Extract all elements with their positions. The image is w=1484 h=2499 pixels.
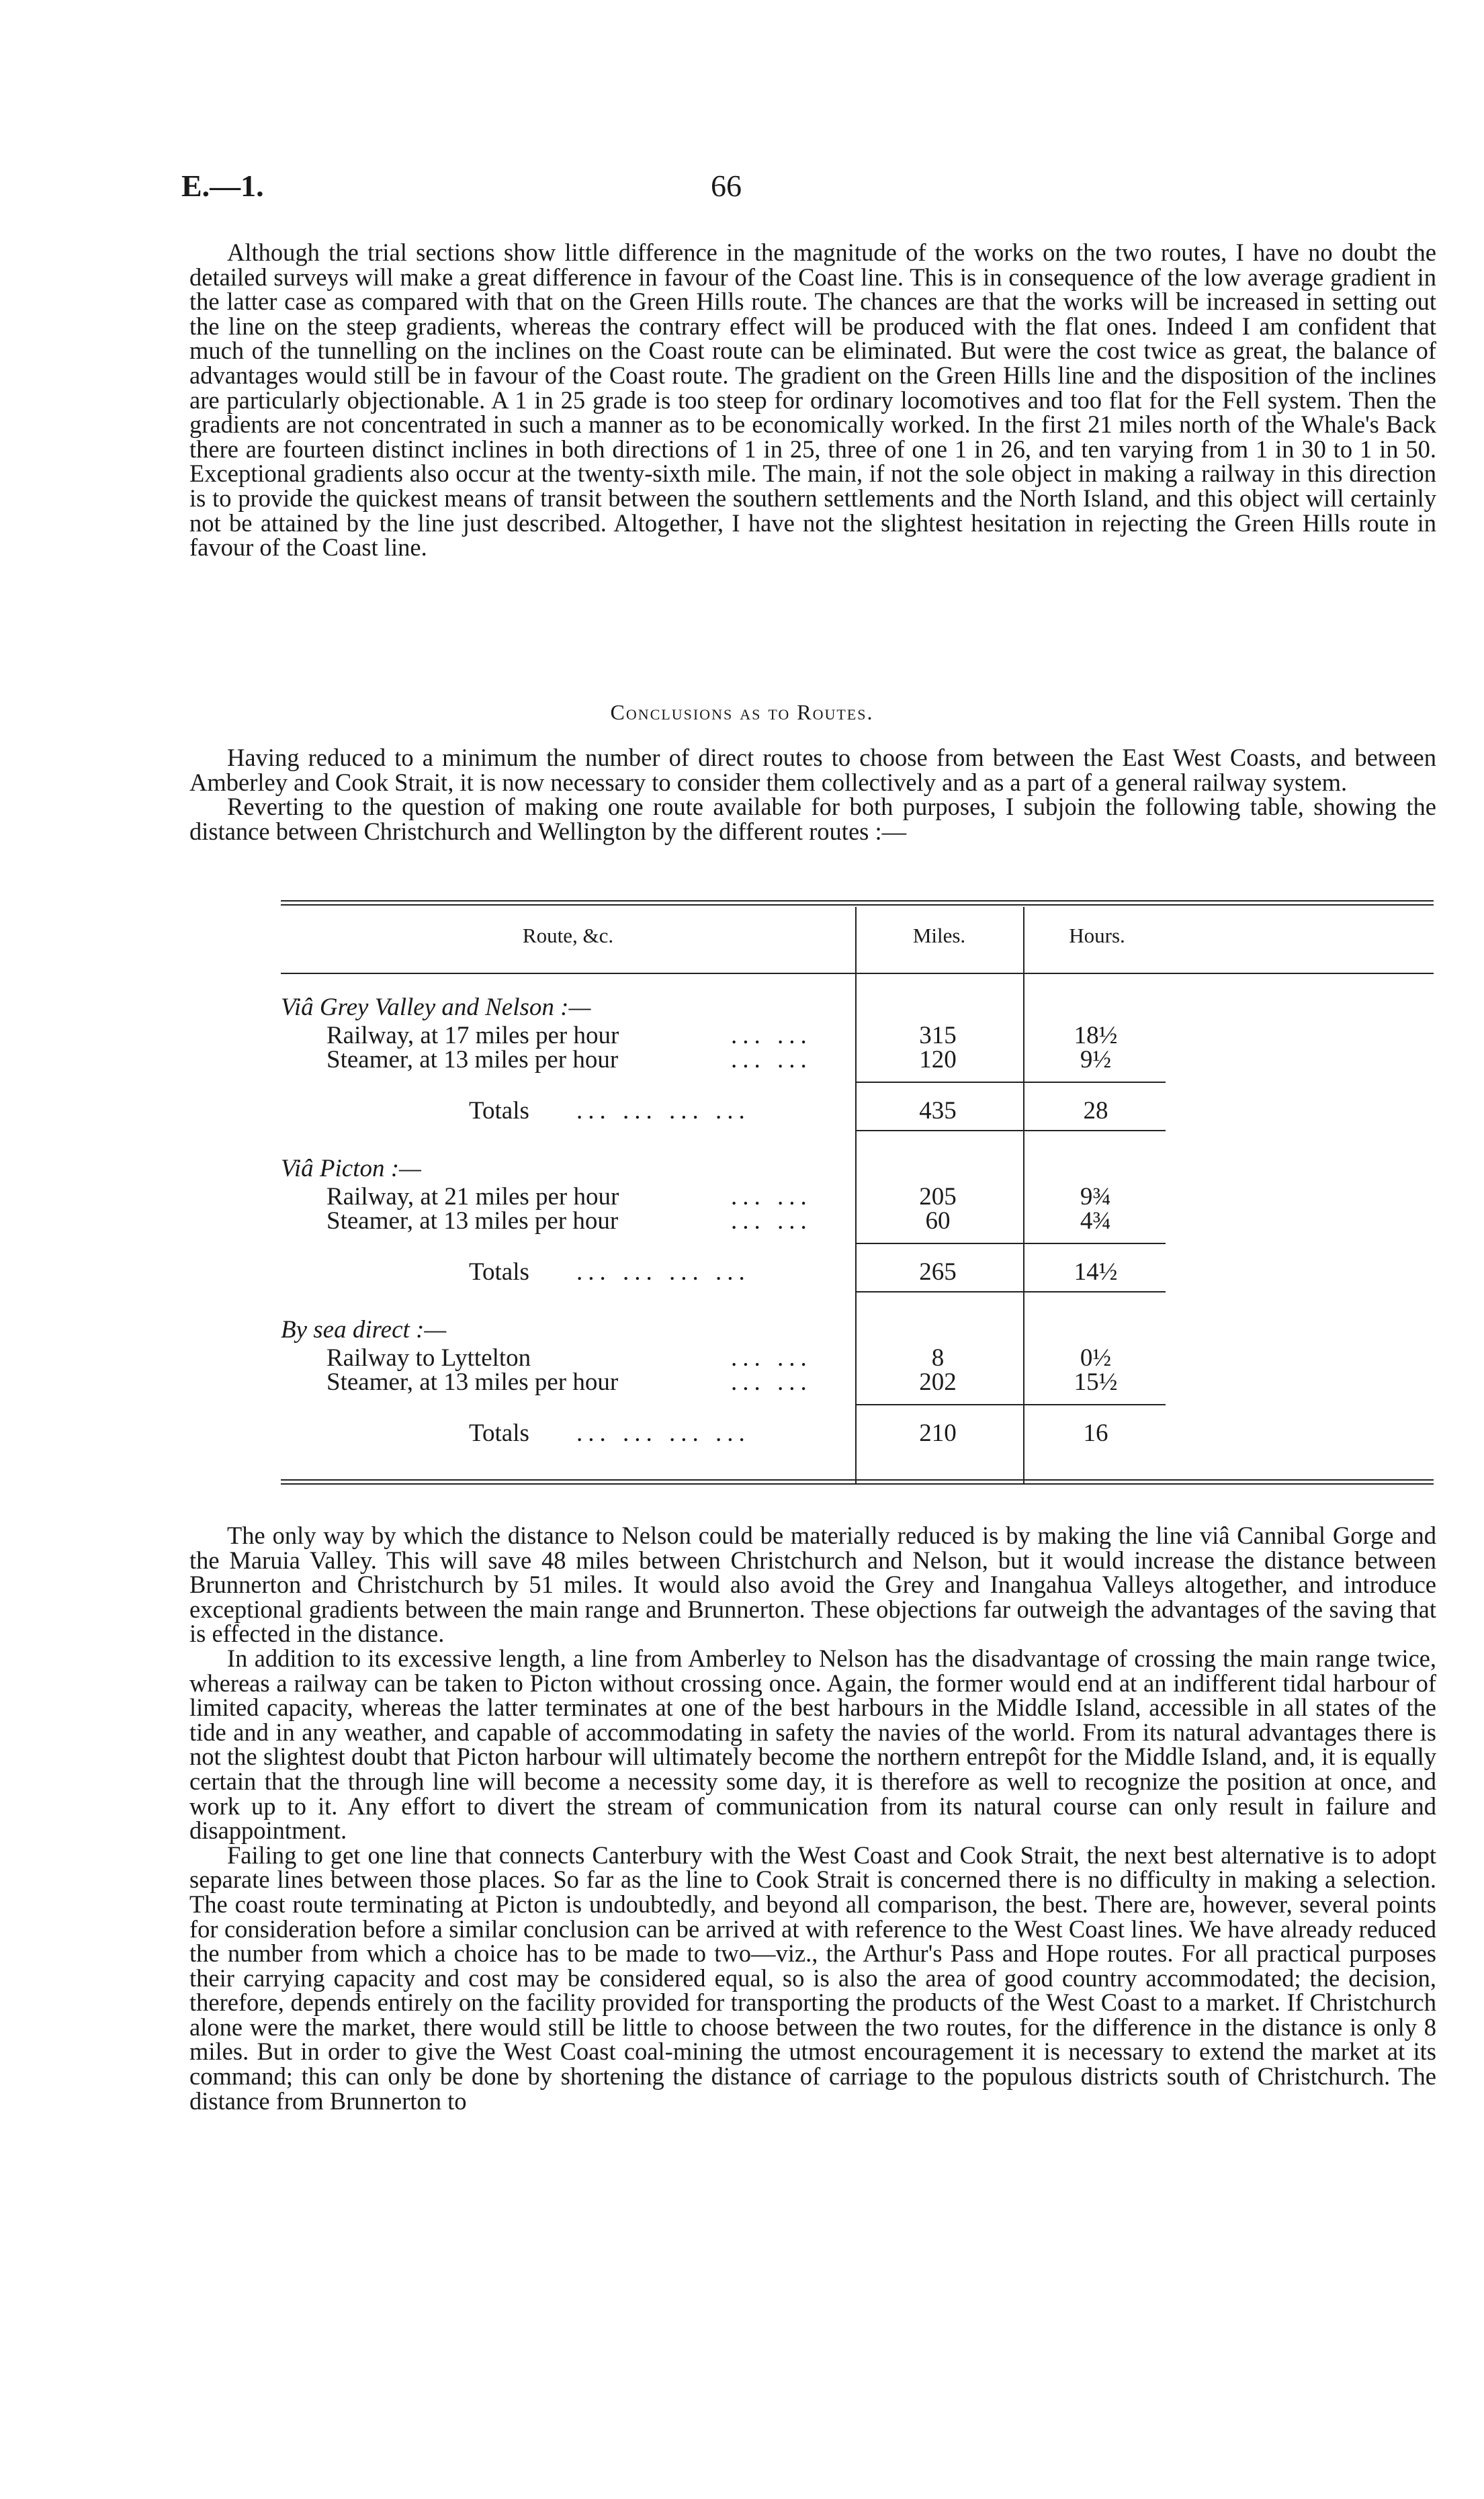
row-miles: 60 <box>925 1207 951 1235</box>
table-top-rule <box>281 900 1434 902</box>
leader-dots: ... ... ... ... <box>576 1419 750 1447</box>
row-label: Steamer, at 13 miles per hour <box>326 1046 619 1073</box>
column-header-miles: Miles. <box>912 924 966 947</box>
table-bottom-rule <box>281 1479 1434 1481</box>
row-hours: 0½ <box>1080 1344 1112 1372</box>
paragraph-conclusions <box>189 746 1436 844</box>
paragraph-text: Having reduced to a minimum the number of direct routes to choose from between the East West Coasts, and between Amberley and Cook Strait, it is now necessary to consider them collectively and as a part of a general railway system. <box>189 744 1436 796</box>
total-hours: 28 <box>1083 1097 1108 1125</box>
document-reference: E.—1. <box>181 169 264 203</box>
section-title: By sea direct :— <box>281 1316 447 1344</box>
row-label: Railway, at 17 miles per hour <box>326 1022 619 1049</box>
leader-dots: ... ... <box>731 1022 812 1049</box>
paragraph-text: The only way by which the distance to Nelson could be materially reduced is by making the line viâ Cannibal Gorge and the Maruia Valley. This will save 48 miles between Christchurch and Nelson, but it would increase the distance between Brunnerton and Christchurch by 51 miles. It would also avoid the Grey and Inangahua Valleys altogether, and introduce exceptional gradients between the main range and Brunnerton. These objections far outweigh the advantages of the saving that is effected in the distance. <box>189 1522 1436 1648</box>
section-title: Viâ Grey Valley and Nelson :— <box>281 994 591 1021</box>
leader-dots: ... ... <box>731 1344 812 1372</box>
total-rule <box>855 1291 1166 1292</box>
row-label: Steamer, at 13 miles per hour <box>326 1207 619 1235</box>
subtotal-rule <box>855 1243 1166 1244</box>
row-miles: 202 <box>919 1368 957 1396</box>
paragraph-green-hills <box>189 240 1436 560</box>
row-hours: 18½ <box>1074 1022 1118 1049</box>
paragraph-text: Although the trial sections show little difference in the magnitude of the works on the two routes, I have no doubt the detailed surveys will make a great difference in favour of the Coast line. This is in consequence of the low average gradient in the latter case as compared with that on the Green Hills route. The chances are that the works will be increased in setting out the line on the steep gradients, whereas the contrary effect will be produced with the flat ones. Indeed I am confident that much of the tunnelling on the inclines on the Coast route can be eliminated. But were the cost twice as great, the balance of advantages would still be in favour of the Coast route. The gradient on the Green Hills line and the disposition of the inclines are particularly objectionable. A 1 in 25 grade is too steep for ordinary locomotives and too flat for the Fell system. Then the gradients are not concentrated in such a manner as to be economically worked. In the first 21 miles north of the Whale's Back there are fourteen distinct inclines in both directions of 1 in 25, three of one 1 in 26, and ten varying from 1 in 30 to 1 in 50. Exceptional gradients also occur at the twenty-sixth mile. The main, if not the sole object in making a railway in this direction is to provide the quickest means of transit between the southern settlements and the North Island, and this object will certainly not be attained by the line just described. Altogether, I have not the slightest hesitation in rejecting the Green Hills route in favour of the Coast line. <box>189 238 1436 562</box>
total-hours: 16 <box>1083 1419 1108 1447</box>
total-hours: 14½ <box>1074 1258 1118 1286</box>
total-miles: 210 <box>919 1419 957 1447</box>
column-header-route: Route, &c. <box>522 924 614 947</box>
total-miles: 435 <box>919 1097 957 1125</box>
section-title: Viâ Picton :— <box>281 1155 421 1182</box>
section-heading: Conclusions as to Routes. <box>610 700 874 724</box>
row-label: Steamer, at 13 miles per hour <box>326 1368 619 1396</box>
column-divider <box>1023 907 1024 1483</box>
paragraph-remainder <box>189 1524 1436 2113</box>
column-header-hours: Hours. <box>1069 924 1125 947</box>
row-label: Railway, at 21 miles per hour <box>326 1183 619 1211</box>
paragraph-text: Failing to get one line that connects Canterbury with the West Coast and Cook Strait, the next best alternative is to adopt separate lines between those places. So far as the line to Cook Strait is concerned there is no difficulty in making a selection. The coast route terminating at Picton is undoubtedly, and beyond all comparison, the best. There are, however, several points for consideration before a similar conclusion can be arrived at with reference to the West Coast lines. We have already reduced the number from which a choice has to be made to two—viz., the Arthur's Pass and Hope routes. For all practical purposes their carrying capacity and cost may be considered equal, so is also the area of good country accommodated; the decision, therefore, depends entirely on the facility provided for transporting the products of the West Coast to a market. If Christchurch alone were the market, there would still be little to choose between the two routes, for the difference in the distance is only 8 miles. But in order to give the West Coast coal-mining the utmost encouragement it is necessary to extend the market at its command; this can only be done by shortening the distance of carriage to the populous districts south of Christchurch. The distance from Brunnerton to <box>189 1841 1436 2115</box>
row-hours: 4¾ <box>1080 1207 1112 1235</box>
paragraph-text: Reverting to the question of making one route available for both purposes, I subjoin the following table, showing the distance between Christchurch and Wellington by the different routes :— <box>189 793 1436 845</box>
totals-label: Totals <box>469 1258 529 1286</box>
leader-dots: ... ... ... ... <box>576 1097 750 1125</box>
row-miles: 205 <box>919 1183 957 1211</box>
table-top-rule <box>281 904 1434 906</box>
row-miles: 120 <box>919 1046 957 1073</box>
totals-label: Totals <box>469 1419 529 1447</box>
paragraph-text: In addition to its excessive length, a line from Amberley to Nelson has the disadvantage of crossing the main range twice, whereas a railway can be taken to Picton without crossing once. Again, the former would end at an indifferent tidal harbour of limited capacity, whereas the latter terminates at one of the best harbours in the Middle Island, accessible in all states of the tide and in any weather, and capable of accommodating in safety the navies of the world. From its natural advantages there is not the slightest doubt that Picton harbour will ultimately become the northern entrepôt for the Middle Island, and, it is equally certain that the through line will become a necessity some day, it is therefore as well to recognize the position at once, and work up to it. Any effort to divert the stream of communication from its natural course can only result in failure and disappointment. <box>189 1644 1436 1845</box>
subtotal-rule <box>855 1404 1166 1405</box>
header-rule <box>281 973 1434 974</box>
row-miles: 315 <box>919 1022 957 1049</box>
leader-dots: ... ... <box>731 1183 812 1211</box>
subtotal-rule <box>855 1082 1166 1083</box>
row-miles: 8 <box>931 1344 945 1372</box>
totals-label: Totals <box>469 1097 529 1125</box>
leader-dots: ... ... <box>731 1368 812 1396</box>
row-hours: 9¾ <box>1080 1183 1112 1211</box>
row-hours: 9½ <box>1080 1046 1112 1073</box>
distance-table <box>281 900 1434 1489</box>
table-bottom-rule <box>281 1483 1434 1485</box>
leader-dots: ... ... <box>731 1046 812 1073</box>
total-miles: 265 <box>919 1258 957 1286</box>
column-divider <box>855 907 857 1483</box>
row-hours: 15½ <box>1074 1368 1118 1396</box>
leader-dots: ... ... ... ... <box>576 1258 750 1286</box>
leader-dots: ... ... <box>731 1207 812 1235</box>
row-label: Railway to Lyttelton <box>326 1344 531 1372</box>
page-number: 66 <box>711 169 742 203</box>
total-rule <box>855 1130 1166 1131</box>
